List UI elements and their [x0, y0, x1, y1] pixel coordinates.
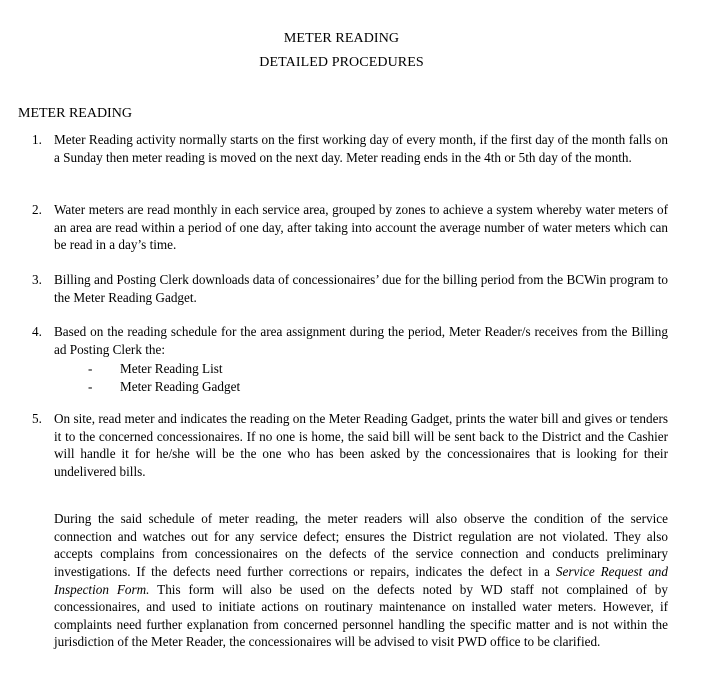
list-item [32, 410, 668, 480]
paragraph-part1: During the said schedule of meter reading, the meter readers will also observe the condition of the service connection and watches out for any service defect; ensures the District regulation are not violated. They also accepts complains from concessionaires on the defects of the service connection and conducts preliminary investigations. If the defects need further corrections or repairs, indicates the defect in a [54, 511, 668, 579]
item-number: 1. [32, 132, 42, 147]
item-text: On site, read meter and indicates the reading on the Meter Reading Gadget, prints the water bill and gives or tenders it to the concerned concessionaires. If no one is home, the said bill will be sent back to the District and the Cashier will handle it for he/she will be the one who has been asked by the concessionaires that is looking for their undelivered bills. [54, 411, 668, 479]
section-heading: METER READING [18, 106, 132, 121]
paragraph-part2: This form will also be used on the defects noted by WD staff not complained of by concessionaires, and used to initiate actions on routinary maintenance on installed water meters. However, if complaints need further explanation from concerned personnel handling the specific matter and is not within the jurisdiction of the Meter Reader, the concessionaires will be advised to visit PWD office to be clarified. [54, 581, 668, 650]
item-text: Billing and Posting Clerk downloads data of concessionaires’ due for the billing period from the BCWin program to the Meter Reading Gadget. [54, 272, 668, 305]
sub-list-item: - Meter Reading List [88, 361, 223, 377]
body-paragraph [54, 510, 668, 651]
sub-list [54, 360, 668, 395]
item-number: 5. [32, 411, 42, 426]
sub-list-item: - Meter Reading Gadget [88, 378, 241, 394]
item-number: 2. [32, 202, 42, 217]
sub-item-label: Meter Reading List [120, 361, 223, 377]
document-title: METER READING [283, 31, 400, 46]
form-name: Service Request and Inspection Form. [54, 563, 668, 597]
document-subtitle: DETAILED PROCEDURES [259, 55, 424, 70]
list-item [32, 201, 668, 254]
list-item [32, 131, 668, 166]
item-text: Water meters are read monthly in each service area, grouped by zones to achieve a system whereby water meters of an area are read within a period of one day, after taking into account the average number of water meters which can be read in a day’s time. [54, 202, 668, 253]
sub-item-label: Meter Reading Gadget [120, 378, 241, 394]
item-number: 3. [32, 272, 42, 287]
item-text: Based on the reading schedule for the area assignment during the period, Meter Reader/s receives from the Billing ad Posting Clerk the: [54, 324, 668, 357]
list-item [32, 271, 668, 306]
item-text: Meter Reading activity normally starts on the first working day of every month, if the first day of the month falls on a Sunday then meter reading is moved on the next day. Meter reading ends in the 4th or 5th day of the month. [54, 132, 668, 165]
list-item [32, 323, 668, 395]
item-number: 4. [32, 324, 42, 339]
